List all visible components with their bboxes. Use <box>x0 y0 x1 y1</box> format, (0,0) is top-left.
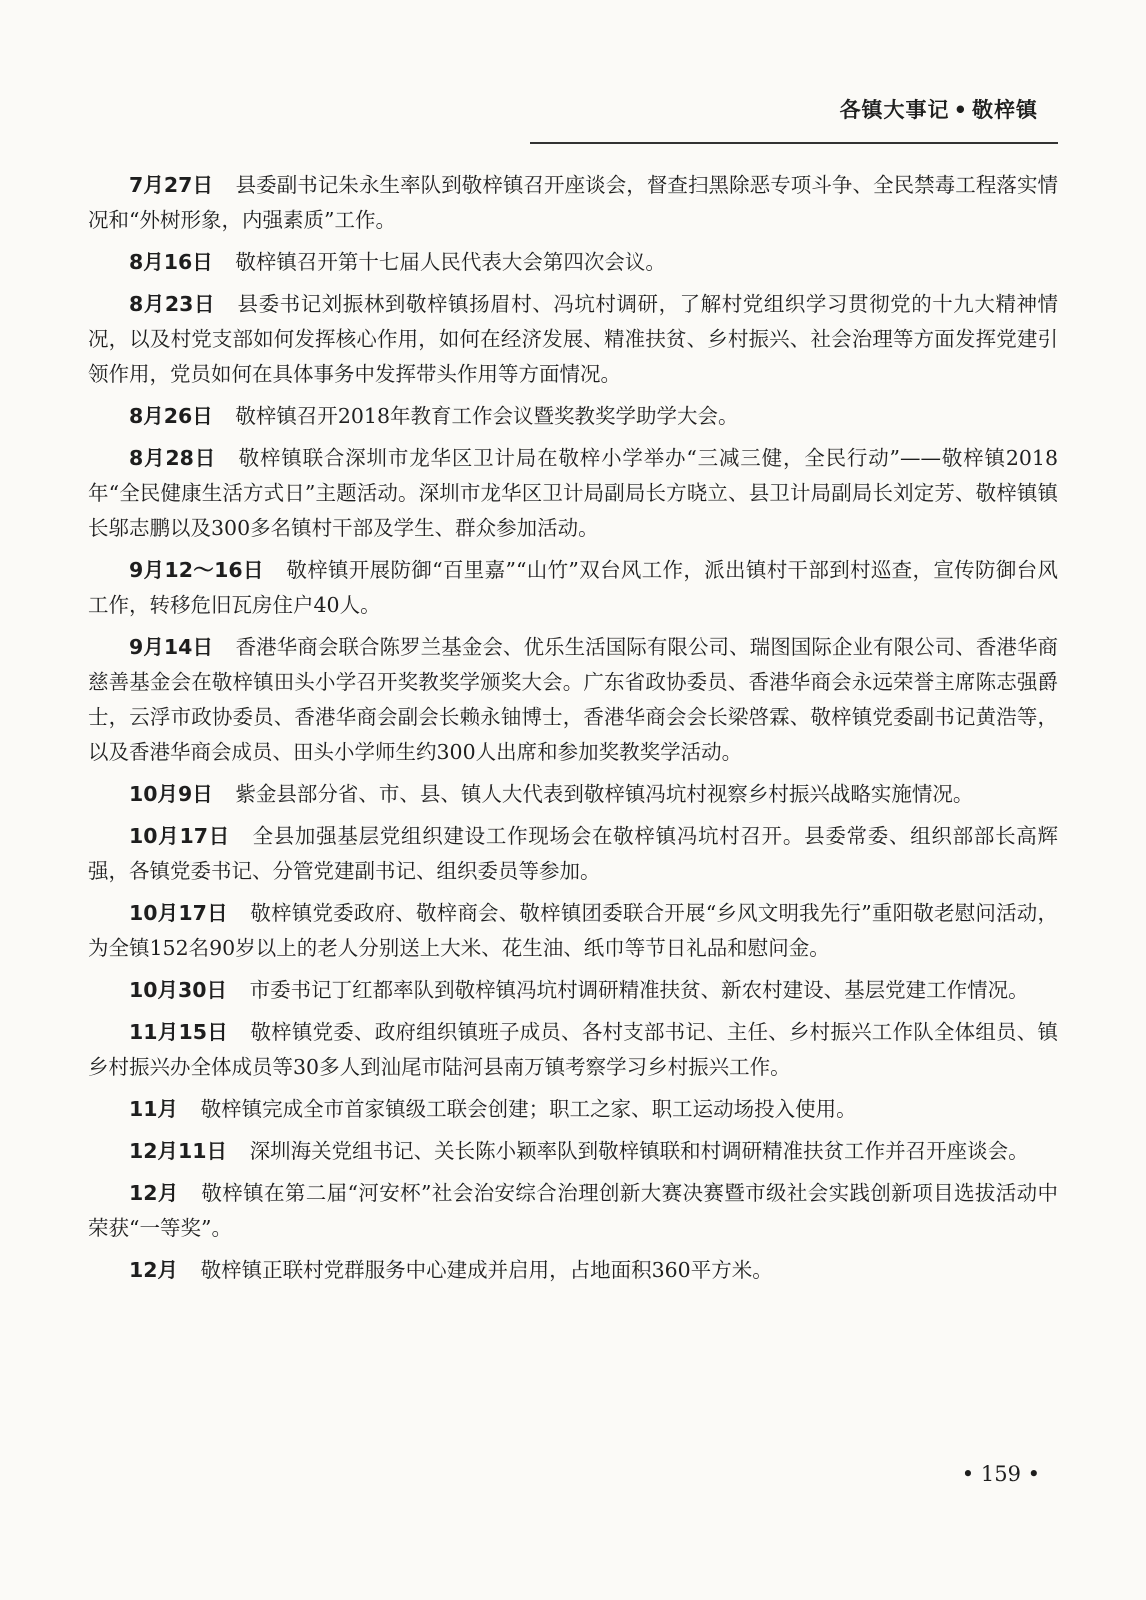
entry-date: 7月27日 <box>129 173 214 197</box>
entry-text: 敬梓镇开展防御“百里嘉”“山竹”双台风工作，派出镇村干部到村巡查，宣传防御台风工作，转移危旧瓦房住户40人。 <box>88 558 1058 617</box>
chronicle-entry <box>88 553 1058 623</box>
entry-date: 10月17日 <box>129 901 228 925</box>
entry-date: 9月14日 <box>129 635 214 659</box>
entry-text: 紫金县部分省、市、县、镇人大代表到敬梓镇冯坑村视察乡村振兴战略实施情况。 <box>235 782 974 806</box>
header-town: 敬梓镇 <box>972 98 1038 122</box>
chronicle-entries <box>88 168 1058 1295</box>
chronicle-entry <box>88 287 1058 392</box>
entry-text: 敬梓镇完成全市首家镇级工联会创建；职工之家、职工运动场投入使用。 <box>200 1097 857 1121</box>
entry-date: 11月 <box>129 1097 179 1121</box>
entry-text: 敬梓镇召开2018年教育工作会议暨奖教奖学助学大会。 <box>235 404 739 428</box>
entry-text: 全县加强基层党组织建设工作现场会在敬梓镇冯坑村召开。县委常委、组织部部长高辉强，各镇党委书记、分管党建副书记、组织委员等参加。 <box>88 824 1059 883</box>
chronicle-entry <box>88 1134 1058 1169</box>
chronicle-entry <box>88 630 1058 770</box>
chronicle-entry <box>88 441 1058 546</box>
chronicle-entry <box>88 777 1058 812</box>
entry-date: 9月12～16日 <box>129 558 264 582</box>
entry-date: 8月28日 <box>129 446 217 470</box>
entry-date: 10月9日 <box>129 782 213 806</box>
page-number: • 159 • <box>961 1462 1040 1486</box>
entry-text: 县委副书记朱永生率队到敬梓镇召开座谈会，督查扫黑除恶专项斗争、全民禁毒工程落实情况和“外树形象，内强素质”工作。 <box>88 173 1059 232</box>
chronicle-entry <box>88 819 1058 889</box>
header-rule <box>530 142 1058 144</box>
entry-text: 敬梓镇在第二届“河安杯”社会治安综合治理创新大赛决赛暨市级社会实践创新项目选拔活动中荣获“一等奖”。 <box>88 1181 1058 1240</box>
header-section: 各镇大事记 <box>839 98 950 122</box>
entry-text: 香港华商会联合陈罗兰基金会、优乐生活国际有限公司、瑞图国际企业有限公司、香港华商慈善基金会在敬梓镇田头小学召开奖教奖学颁奖大会。广东省政协委员、香港华商会永远荣誉主席陈志强爵士，云浮市政协委员、香港华商会副会长赖永铀博士，香港华商会会长梁啓霖、敬梓镇党委副书记黄浩等，以及香港华商会成员、田头小学师生约300人出席和参加奖教奖学活动。 <box>88 635 1059 764</box>
chronicle-entry <box>88 1176 1058 1246</box>
entry-date: 10月17日 <box>129 824 230 848</box>
chronicle-entry <box>88 245 1058 280</box>
running-header <box>840 94 1038 124</box>
entry-text: 市委书记丁红都率队到敬梓镇冯坑村调研精准扶贫、新农村建设、基层党建工作情况。 <box>249 978 1029 1002</box>
chronicle-entry <box>88 1015 1058 1085</box>
entry-date: 12月 <box>129 1181 179 1205</box>
chronicle-entry <box>88 1092 1058 1127</box>
header-separator: • <box>953 98 968 122</box>
entry-date: 12月11日 <box>129 1139 228 1163</box>
entry-date: 12月 <box>129 1258 179 1282</box>
entry-text: 深圳海关党组书记、关长陈小颖率队到敬梓镇联和村调研精准扶贫工作并召开座谈会。 <box>249 1139 1029 1163</box>
entry-text: 敬梓镇联合深圳市龙华区卫计局在敬梓小学举办“三减三健，全民行动”——敬梓镇2018年“全民健康生活方式日”主题活动。深圳市龙华区卫计局副局长方晓立、县卫计局副局长刘定芳、敬梓镇镇长邬志鹏以及300多名镇村干部及学生、群众参加活动。 <box>88 446 1058 540</box>
chronicle-entry <box>88 1253 1058 1288</box>
entry-date: 10月30日 <box>129 978 228 1002</box>
chronicle-entry <box>88 399 1058 434</box>
entry-text: 县委书记刘振林到敬梓镇扬眉村、冯坑村调研，了解村党组织学习贯彻党的十九大精神情况，以及村党支部如何发挥核心作用，如何在经济发展、精准扶贫、乡村振兴、社会治理等方面发挥党建引领作用，党员如何在具体事务中发挥带头作用等方面情况。 <box>88 292 1058 386</box>
entry-text: 敬梓镇正联村党群服务中心建成并启用，占地面积360平方米。 <box>200 1258 773 1282</box>
chronicle-entry <box>88 896 1058 966</box>
entry-text: 敬梓镇召开第十七届人民代表大会第四次会议。 <box>235 250 666 274</box>
entry-date: 8月26日 <box>129 404 213 428</box>
chronicle-entry <box>88 168 1058 238</box>
entry-date: 8月16日 <box>129 250 213 274</box>
entry-text: 敬梓镇党委、政府组织镇班子成员、各村支部书记、主任、乡村振兴工作队全体组员、镇乡村振兴办全体成员等30多人到汕尾市陆河县南万镇考察学习乡村振兴工作。 <box>88 1020 1058 1079</box>
entry-date: 11月15日 <box>129 1020 228 1044</box>
entry-date: 8月23日 <box>129 292 215 316</box>
entry-text: 敬梓镇党委政府、敬梓商会、敬梓镇团委联合开展“乡风文明我先行”重阳敬老慰问活动，为全镇152名90岁以上的老人分别送上大米、花生油、纸巾等节日礼品和慰问金。 <box>88 901 1058 960</box>
chronicle-entry <box>88 973 1058 1008</box>
